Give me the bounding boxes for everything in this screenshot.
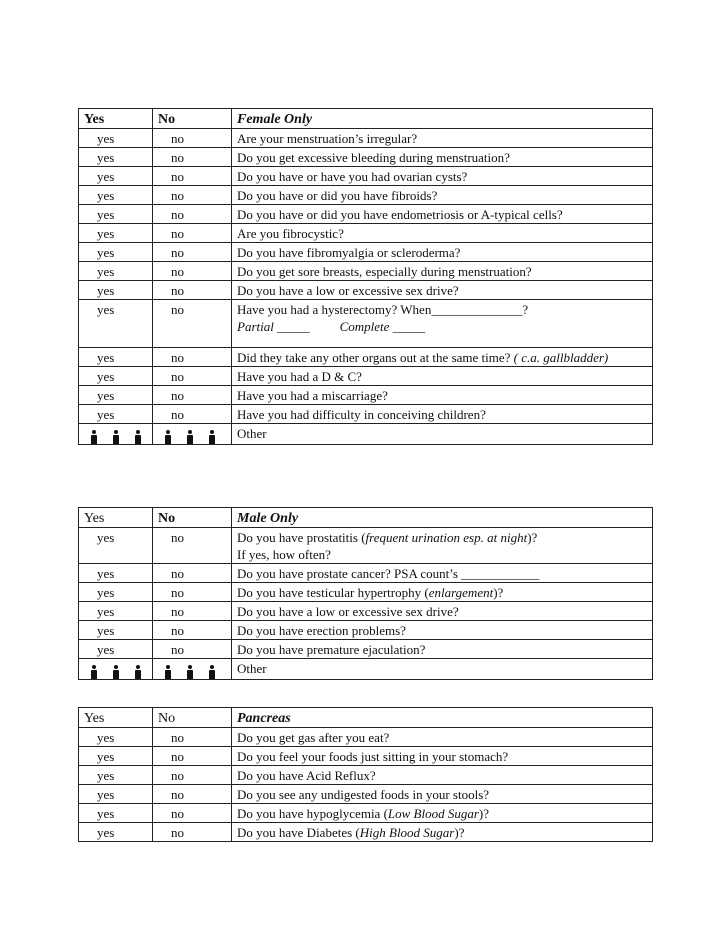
question-italic: enlargement [428, 585, 494, 600]
checkbox-icon[interactable] [158, 605, 167, 617]
no-label: no [171, 768, 184, 783]
question-row [79, 785, 653, 804]
question-text: Do you see any undigested foods in your stools? [232, 785, 653, 804]
no-option[interactable] [153, 367, 232, 386]
question-text: Do you have erection problems? [232, 621, 653, 640]
section-title: Male Only [232, 508, 653, 528]
no-label: no [171, 264, 184, 279]
yes-column-header: Yes [79, 508, 153, 528]
question-text-end: )? [527, 530, 538, 545]
checkbox-icon[interactable] [84, 370, 93, 382]
question-row [79, 129, 653, 148]
no-label: no [171, 642, 184, 657]
yes-option[interactable] [79, 129, 153, 148]
yes-option[interactable] [79, 766, 153, 785]
question-row [79, 621, 653, 640]
checkbox-icon[interactable] [158, 750, 167, 762]
yes-label: yes [97, 131, 115, 146]
question-row [79, 167, 653, 186]
yes-option[interactable] [79, 167, 153, 186]
no-option[interactable] [153, 348, 232, 367]
question-italic: High Blood Sugar [359, 825, 455, 840]
checkbox-icon[interactable] [84, 769, 93, 781]
checkbox-icon[interactable] [84, 227, 93, 239]
yes-option[interactable] [79, 281, 153, 300]
yes-label: yes [97, 388, 115, 403]
checkbox-icon[interactable] [158, 643, 167, 655]
checkbox-icon[interactable] [84, 788, 93, 800]
no-option[interactable] [153, 766, 232, 785]
no-option[interactable] [153, 528, 232, 564]
yes-label: yes [97, 226, 115, 241]
figure-icons [153, 659, 232, 680]
yes-label: yes [97, 169, 115, 184]
checkbox-icon[interactable] [84, 265, 93, 277]
yes-option[interactable] [79, 186, 153, 205]
checkbox-icon[interactable] [158, 208, 167, 220]
no-label: no [171, 787, 184, 802]
question-text: Have you had difficulty in conceiving children? [232, 405, 653, 424]
checkbox-icon[interactable] [84, 586, 93, 598]
checkbox-icon[interactable] [84, 208, 93, 220]
table-header-row [79, 708, 653, 728]
checkbox-icon[interactable] [84, 170, 93, 182]
checkbox-icon[interactable] [158, 624, 167, 636]
complete-field[interactable]: Complete _____ [339, 319, 426, 334]
question-row [79, 766, 653, 785]
yes-label: yes [97, 350, 115, 365]
yes-label: yes [97, 245, 115, 260]
question-text: Are you fibrocystic? [232, 224, 653, 243]
question-text: Do you have or have you had ovarian cysts? [232, 167, 653, 186]
table-header-row [79, 109, 653, 129]
yes-option[interactable] [79, 348, 153, 367]
question-row [79, 528, 653, 564]
no-option[interactable] [153, 564, 232, 583]
no-label: no [171, 806, 184, 821]
checkbox-icon[interactable] [158, 170, 167, 182]
checkbox-icon[interactable] [84, 807, 93, 819]
question-row [79, 583, 653, 602]
person-figure-icon [165, 430, 171, 444]
no-label: no [171, 245, 184, 260]
yes-label: yes [97, 730, 115, 745]
question-row [79, 186, 653, 205]
no-label: no [171, 150, 184, 165]
no-label: no [171, 369, 184, 384]
checkbox-icon[interactable] [158, 303, 167, 315]
no-option[interactable] [153, 583, 232, 602]
yes-option[interactable] [79, 300, 153, 348]
other-row [79, 659, 653, 680]
section-title: Female Only [232, 109, 653, 129]
yes-label: yes [97, 283, 115, 298]
figure-icons [79, 424, 153, 445]
no-label: no [171, 283, 184, 298]
person-figure-icon [113, 665, 119, 679]
yes-label: yes [97, 407, 115, 422]
question-row [79, 386, 653, 405]
no-label: no [171, 188, 184, 203]
yes-option[interactable] [79, 528, 153, 564]
checkbox-icon[interactable] [158, 189, 167, 201]
yes-label: yes [97, 604, 115, 619]
yes-option[interactable] [79, 583, 153, 602]
no-label: no [171, 604, 184, 619]
yes-label: yes [97, 642, 115, 657]
checkbox-icon[interactable] [84, 605, 93, 617]
no-option[interactable] [153, 785, 232, 804]
no-option[interactable] [153, 262, 232, 281]
question-text: Do you have hypoglycemia ( [237, 806, 388, 821]
checkbox-icon[interactable] [84, 624, 93, 636]
checkbox-icon[interactable] [84, 132, 93, 144]
table-header-row [79, 508, 653, 528]
yes-label: yes [97, 530, 115, 545]
question-text: Have you had a miscarriage? [232, 386, 653, 405]
yes-column-header: Yes [79, 708, 153, 728]
no-label: no [171, 730, 184, 745]
no-option[interactable] [153, 281, 232, 300]
yes-option[interactable] [79, 405, 153, 424]
question-cell [232, 823, 653, 842]
checkbox-icon[interactable] [158, 826, 167, 838]
question-italic: frequent urination esp. at night [365, 530, 528, 545]
no-column-header: No [153, 508, 232, 528]
no-label: no [171, 585, 184, 600]
yes-label: yes [97, 623, 115, 638]
yes-option[interactable] [79, 728, 153, 747]
checkbox-icon[interactable] [158, 586, 167, 598]
question-note: ( c.a. gallbladder) [513, 350, 609, 365]
figure-icons [153, 424, 232, 445]
question-text: Do you feel your foods just sitting in your stomach? [232, 747, 653, 766]
question-text-end: )? [454, 825, 465, 840]
question-text: Do you have prostatitis ( [237, 530, 366, 545]
question-text: Have you had a D & C? [232, 367, 653, 386]
checkbox-icon[interactable] [158, 788, 167, 800]
no-option[interactable] [153, 224, 232, 243]
no-option[interactable] [153, 405, 232, 424]
yes-option[interactable] [79, 823, 153, 842]
yes-label: yes [97, 768, 115, 783]
yes-label: yes [97, 207, 115, 222]
yes-option[interactable] [79, 243, 153, 262]
yes-option[interactable] [79, 747, 153, 766]
no-option[interactable] [153, 621, 232, 640]
checkbox-icon[interactable] [158, 531, 167, 543]
question-row [79, 640, 653, 659]
checkbox-icon[interactable] [84, 389, 93, 401]
question-row [79, 348, 653, 367]
checkbox-icon[interactable] [84, 151, 93, 163]
yes-label: yes [97, 369, 115, 384]
yes-label: yes [97, 188, 115, 203]
question-row [79, 747, 653, 766]
question-text: Do you get sore breasts, especially during menstruation? [232, 262, 653, 281]
checkbox-icon[interactable] [158, 567, 167, 579]
person-figure-icon [135, 665, 141, 679]
yes-label: yes [97, 302, 115, 317]
question-row [79, 823, 653, 842]
checkbox-icon[interactable] [84, 531, 93, 543]
question-text: Do you have a low or excessive sex drive? [232, 602, 653, 621]
yes-label: yes [97, 150, 115, 165]
no-option[interactable] [153, 186, 232, 205]
question-text: Are your menstruation’s irregular? [232, 129, 653, 148]
question-row [79, 262, 653, 281]
checkbox-icon[interactable] [158, 265, 167, 277]
checkbox-icon[interactable] [84, 351, 93, 363]
male-only-table [78, 507, 653, 680]
no-label: no [171, 226, 184, 241]
other-label[interactable]: Other [232, 659, 653, 680]
yes-option[interactable] [79, 621, 153, 640]
checkbox-icon[interactable] [158, 731, 167, 743]
no-label: no [171, 302, 184, 317]
question-row [79, 405, 653, 424]
no-label: no [171, 388, 184, 403]
yes-option[interactable] [79, 386, 153, 405]
checkbox-icon[interactable] [158, 807, 167, 819]
female-only-table [78, 108, 653, 445]
no-option[interactable] [153, 300, 232, 348]
checkbox-icon[interactable] [84, 567, 93, 579]
person-figure-icon [187, 665, 193, 679]
no-label: no [171, 566, 184, 581]
question-text: Have you had a hysterectomy? When______________? [237, 302, 529, 317]
question-row [79, 367, 653, 386]
checkbox-icon[interactable] [158, 351, 167, 363]
question-row [79, 728, 653, 747]
yes-option[interactable] [79, 564, 153, 583]
yes-option[interactable] [79, 224, 153, 243]
no-label: no [171, 825, 184, 840]
question-text: Do you have prostate cancer? PSA count’s ____________ [232, 564, 653, 583]
checkbox-icon[interactable] [84, 731, 93, 743]
question-row [79, 300, 653, 348]
figure-icons [79, 659, 153, 680]
no-option[interactable] [153, 602, 232, 621]
question-row [79, 205, 653, 224]
no-label: no [171, 623, 184, 638]
question-text: Do you get gas after you eat? [232, 728, 653, 747]
question-text: Did they take any other organs out at the same time? [237, 350, 511, 365]
no-option[interactable] [153, 728, 232, 747]
yes-label: yes [97, 264, 115, 279]
person-figure-icon [135, 430, 141, 444]
other-label[interactable]: Other [232, 424, 653, 445]
checkbox-icon[interactable] [158, 151, 167, 163]
no-label: no [171, 350, 184, 365]
question-followup: If yes, how often? [237, 547, 331, 562]
no-option[interactable] [153, 386, 232, 405]
checkbox-icon[interactable] [84, 284, 93, 296]
person-figure-icon [187, 430, 193, 444]
checkbox-icon[interactable] [84, 643, 93, 655]
section-title: Pancreas [232, 708, 653, 728]
checkbox-icon[interactable] [84, 750, 93, 762]
person-figure-icon [113, 430, 119, 444]
no-label: no [171, 407, 184, 422]
question-cell [232, 804, 653, 823]
no-option[interactable] [153, 747, 232, 766]
question-row [79, 281, 653, 300]
yes-label: yes [97, 825, 115, 840]
checkbox-icon[interactable] [84, 826, 93, 838]
question-row [79, 602, 653, 621]
question-row [79, 224, 653, 243]
question-row [79, 804, 653, 823]
question-text-end: )? [478, 806, 490, 821]
yes-label: yes [97, 806, 115, 821]
other-row [79, 424, 653, 445]
question-cell [232, 348, 653, 367]
question-row [79, 564, 653, 583]
question-text: Do you have Acid Reflux? [232, 766, 653, 785]
yes-option[interactable] [79, 205, 153, 224]
question-text: Do you get excessive bleeding during menstruation? [232, 148, 653, 167]
yes-option[interactable] [79, 367, 153, 386]
yes-option[interactable] [79, 640, 153, 659]
no-option[interactable] [153, 823, 232, 842]
question-text: Do you have a low or excessive sex drive? [232, 281, 653, 300]
no-option[interactable] [153, 640, 232, 659]
yes-option[interactable] [79, 262, 153, 281]
no-label: no [171, 749, 184, 764]
no-option[interactable] [153, 148, 232, 167]
partial-field[interactable]: Partial _____ [237, 319, 310, 334]
checkbox-icon[interactable] [158, 132, 167, 144]
question-row [79, 243, 653, 262]
question-text: Do you have premature ejaculation? [232, 640, 653, 659]
question-text: Do you have or did you have endometriosis or A-typical cells? [232, 205, 653, 224]
no-label: no [171, 131, 184, 146]
yes-option[interactable] [79, 148, 153, 167]
question-text-end: )? [493, 585, 504, 600]
person-figure-icon [91, 665, 97, 679]
pancreas-table [78, 707, 653, 842]
no-option[interactable] [153, 205, 232, 224]
question-cell [232, 583, 653, 602]
question-text: Do you have fibromyalgia or scleroderma? [232, 243, 653, 262]
person-figure-icon [91, 430, 97, 444]
checkbox-icon[interactable] [84, 189, 93, 201]
checkbox-icon[interactable] [84, 303, 93, 315]
no-option[interactable] [153, 243, 232, 262]
checkbox-icon[interactable] [158, 389, 167, 401]
person-figure-icon [209, 665, 215, 679]
checkbox-icon[interactable] [158, 284, 167, 296]
question-text: Do you have testicular hypertrophy ( [237, 585, 429, 600]
checkbox-icon[interactable] [158, 246, 167, 258]
checkbox-icon[interactable] [158, 227, 167, 239]
checkbox-icon[interactable] [158, 769, 167, 781]
no-label: no [171, 169, 184, 184]
yes-option[interactable] [79, 804, 153, 823]
question-text: Do you have Diabetes ( [237, 825, 360, 840]
yes-label: yes [97, 749, 115, 764]
yes-label: yes [97, 585, 115, 600]
person-figure-icon [209, 430, 215, 444]
no-option[interactable] [153, 129, 232, 148]
checkbox-icon[interactable] [84, 246, 93, 258]
no-column-header: No [153, 109, 232, 129]
checkbox-icon[interactable] [158, 370, 167, 382]
no-label: no [171, 207, 184, 222]
checkbox-icon[interactable] [84, 408, 93, 420]
question-text: Do you have or did you have fibroids? [232, 186, 653, 205]
yes-label: yes [97, 787, 115, 802]
checkbox-icon[interactable] [158, 408, 167, 420]
question-cell [232, 300, 653, 348]
yes-label: yes [97, 566, 115, 581]
no-label: no [171, 530, 184, 545]
no-option[interactable] [153, 167, 232, 186]
question-cell [232, 528, 653, 564]
yes-option[interactable] [79, 785, 153, 804]
no-option[interactable] [153, 804, 232, 823]
person-figure-icon [165, 665, 171, 679]
question-italic: Low Blood Sugar [387, 806, 479, 821]
question-row [79, 148, 653, 167]
no-column-header: No [153, 708, 232, 728]
yes-option[interactable] [79, 602, 153, 621]
yes-column-header: Yes [79, 109, 153, 129]
